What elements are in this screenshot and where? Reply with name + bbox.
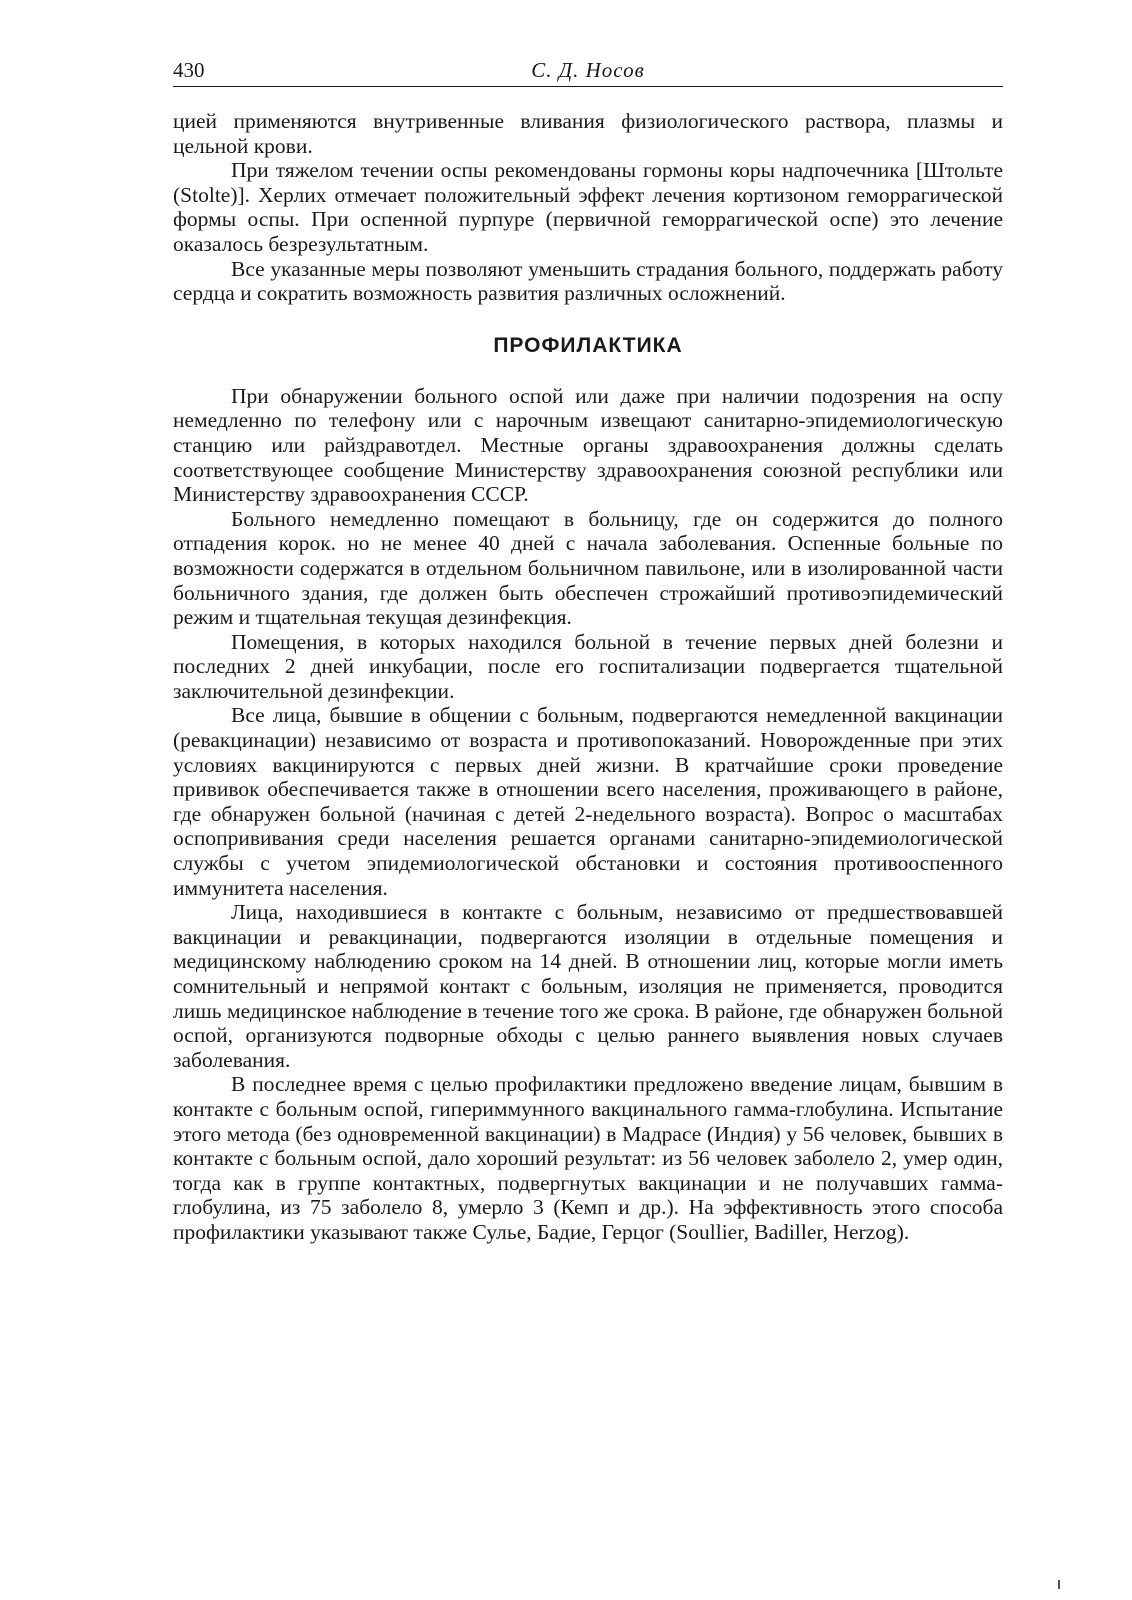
running-title: С. Д. Носов (531, 58, 645, 82)
page-number: 430 (173, 58, 205, 82)
paragraph: Все указанные меры позволяют уменьшить страдания больного, поддержать работу сердца и сократить возможность развития различных осложнений. (173, 256, 1003, 306)
paragraph: Больного немедленно помещают в больницу, где он содержится до полного отпадения корок. но не менее 40 дней с начала заболевания. Оспенные больные по возможности содержатся в отдельном больничном павильоне, или в изолированной части больничного здания, где должен быть обеспечен строжайший противоэпидемический режим и тщательная текущая дезинфекция. (173, 506, 1003, 630)
paragraph: Помещения, в которых находился больной в течение первых дней болезни и последних 2 дней инкубации, после его госпитализации подвергается тщательной заключительной дезинфекции. (173, 629, 1003, 703)
paragraph: При обнаружении больного оспой или даже при наличии подозрения на оспу немедленно по телефону или с нарочным извещают санитарно-эпидемиологическую станцию или райздравотдел. Местные органы здравоохранения должны сделать соответствующее сообщение Министерству здравоохранения союзной республики или Министерству здравоохранения СССР. (173, 383, 1003, 507)
scan-speck (1058, 1580, 1060, 1589)
paragraph-continued: цией применяются внутривенные вливания физиологического раствора, плазмы и цельной крови. (173, 109, 1003, 158)
paragraph: В последнее время с целью профилактики предложено введение лицам, бывшим в контакте с больным оспой, гипериммунного вакцинального гамма-глобулина. Испытание этого метода (без одновременной вакцинации) в Мадрасе (Индия) у 56 человек, бывших в контакте с больным оспой, дало хороший результат: из 56 человек заболело 2, умер один, тогда как в группе контактных, подвергнутых вакцинации и не получавших гамма-глобулина, из 75 заболело 8, умерло 3 (Кемп и др.). На эффективность этого способа профилактики указывают также Сулье, Бадие, Герцог (Soullier, Badiller, Herzog). (173, 1072, 1003, 1244)
paragraph: Все лица, бывшие в общении с больным, подвергаются немедленной вакцинации (ревакцинации) независимо от возраста и противопоказаний. Новорожденные при этих условиях вакцинируются с первых дней жизни. В кратчайшие сроки проведение прививок обеспечивается также в отношении всего населения, проживающего в районе, где обнаружен больной (начиная с детей 2-недельного возраста). Вопрос о масштабах оспопрививания среди населения решается органами санитарно-эпидемиологической службы с учетом эпидемиологической обстановки и состояния противооспенного иммунитета населения. (173, 703, 1003, 900)
body-text (173, 109, 1003, 1245)
section-heading: ПРОФИЛАКТИКА (493, 333, 683, 357)
paragraph: При тяжелом течении оспы рекомендованы гормоны коры надпочечника [Штольте (Stolte)]. Херлих отмечает положительный эффект лечения кортизоном геморрагической формы оспы. При оспенной пурпуре (первичной геморрагической оспе) это лечение оказалось безрезультатным. (173, 158, 1003, 256)
running-head (173, 58, 1003, 87)
paragraph: Лица, находившиеся в контакте с больным, независимо от предшествовавшей вакцинации и ревакцинации, подвергаются изоляции в отдельные помещения и медицинскому наблюдению сроком на 14 дней. В отношении лиц, которые могли иметь сомнительный и непрямой контакт с больным, изоляция не применяется, проводится лишь медицинское наблюдение в течение того же срока. В районе, где обнаружен больной оспой, организуются подворные обходы с целью раннего выявления новых случаев заболевания. (173, 900, 1003, 1072)
